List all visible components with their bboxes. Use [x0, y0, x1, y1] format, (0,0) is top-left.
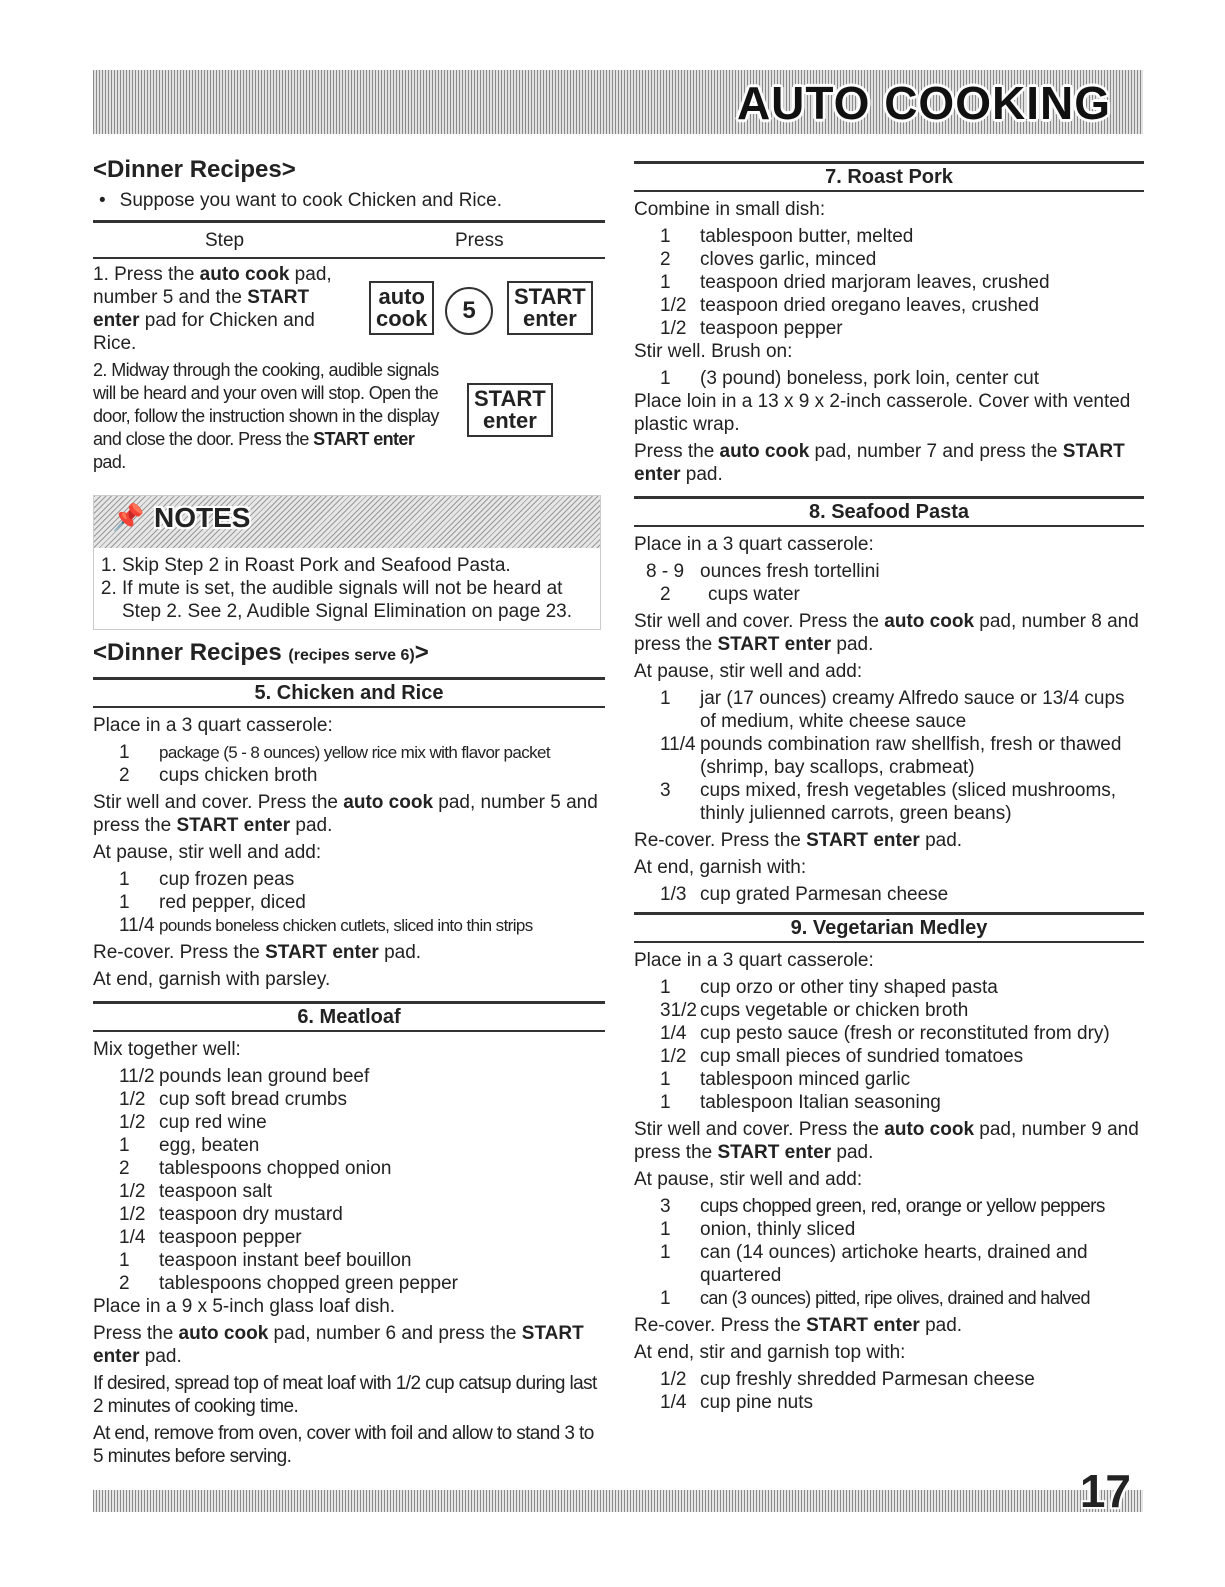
- recipe-6-ingredients: 11/2 pounds lean ground beef 1/2 cup soft bread crumbs 1/2 cup red wine 1 egg, beaten 2 tablespoons chopped onion 1/2 teaspoon salt 1/2 teaspoon dry mustard 1/4 teaspoon pepper 1 teaspoon instant beef bouillon 2 tablespoons chopped green pepper: [119, 1066, 458, 1294]
- recipe-title-5: 5. Chicken and Rice: [93, 677, 605, 708]
- step-table-header: [93, 220, 605, 259]
- notes-header: [94, 496, 600, 548]
- note-item: 2. If mute is set, the audible signals will not be heard at Step 2. See 2, Audible Signal Elimination on page 23.: [122, 577, 600, 623]
- start-enter-pad: START enter: [507, 281, 593, 335]
- header-banner: [93, 70, 1143, 134]
- section-heading-2: <Dinner Recipes (recipes serve 6)>: [93, 639, 429, 666]
- step-1: [93, 263, 605, 359]
- section-heading: <Dinner Recipes>: [93, 156, 296, 183]
- notes-box: [93, 495, 601, 630]
- page-number: 17: [1079, 1465, 1131, 1517]
- recipe-title-6: 6. Meatloaf: [93, 1001, 605, 1032]
- press-column-label: Press: [455, 230, 504, 251]
- recipe-5-instruction: Stir well and cover. Press the auto cook pad, number 5 and press the START enter pad.: [93, 792, 598, 836]
- step-2: [93, 359, 605, 479]
- page-title: AUTO COOKING: [736, 77, 1111, 129]
- left-column: <Dinner Recipes> • Suppose you want to cook Chicken and Rice. Step Press 1. Press the auto cook pad, number 5 and the START enter pad for Chicken and Rice. auto cook 5 START enter 2. Midway through the cooking, audible signals will be heard and your oven will stop. Open the door, follow the instruction shown in the display and close the door. Press the START enter pad. START enter 📌 NOTES 1. Skip Step 2 in Roast Pork and Seafood Pasta. 2. If mute is set, the audible signals will not be heard at Step 2. See 2, Audible Signal Elimination on page 23. <Dinner Recipes (recipes serve 6)> 5. Chicken and Rice Place in a 3 quart casserole: 1 package (5 - 8 ounces) yellow rice mix with flavor packet 2 cups chicken broth Stir well and cover. Press the auto cook pad, number 5 and press the START enter pad. At pause, stir well and add: 1 cup frozen peas 1 red pepper, diced 11/4 pounds boneless chicken cutlets, sliced into thin strips Re-cover. Press the START enter pad. At end, garnish with parsley. 6. Meatloaf Mix together well: 11/2 pounds lean ground beef 1/2 cup soft bread crumbs 1/2 cup red wine 1 egg, beaten 2 tablespoons chopped onion 1/2 teaspoon salt 1/2 teaspoon dry mustard 1/4 teaspoon pepper 1 teaspoon instant beef bouillon 2 tablespoons chopped green pepper Place in a 9 x 5-inch glass loaf dish. Press the auto cook pad, number 6 and press the START enter pad. If desired, spread top of meat loaf with 1/2 cup catsup during last 2 minutes of cooking time. At end, remove from oven, cover with foil and allow to stand 3 to 5 minutes before serving.: [93, 155, 605, 1472]
- recipe-title-9: 9. Vegetarian Medley: [634, 912, 1144, 943]
- start-enter-pad-2: START enter: [467, 383, 553, 437]
- notes-list: [94, 554, 600, 623]
- number-5-pad: 5: [445, 287, 493, 335]
- step-2-text: 2. Midway through the cooking, audible signals will be heard and your oven will stop. Open the door, follow the instruction shown in the display and close the door. Press the START enter pad.: [93, 360, 439, 472]
- recipe-title-7: 7. Roast Pork: [634, 161, 1144, 192]
- auto-cook-pad: auto cook: [369, 281, 434, 335]
- pushpin-icon: 📌: [112, 502, 145, 532]
- footer-bar: [93, 1465, 1143, 1517]
- note-item: 1. Skip Step 2 in Roast Pork and Seafood Pasta.: [122, 554, 600, 577]
- step-1-text: 1. Press the auto cook pad, number 5 and the START enter pad for Chicken and Rice.: [93, 264, 332, 354]
- notes-title: NOTES: [154, 502, 251, 533]
- recipe-5-intro: Place in a 3 quart casserole:: [93, 715, 333, 736]
- recipe-title-8: 8. Seafood Pasta: [634, 496, 1144, 527]
- right-column: 7. Roast Pork Combine in small dish: 1 tablespoon butter, melted 2 cloves garlic, minced 1 teaspoon dried marjoram leaves, crushed 1/2 teaspoon dried oregano leaves, crushed 1/2 teaspoon pepper Stir well. Brush on: 1 (3 pound) boneless, pork loin, center cut Place loin in a 13 x 9 x 2-inch casserole. Cover with vented plastic wrap. Press the auto cook pad, number 7 and press the START enter pad. 8. Seafood Pasta Place in a 3 quart casserole: 8 - 9 ounces fresh tortellini 2 cups water Stir well and cover. Press the auto cook pad, number 8 and press the START enter pad. At pause, stir well and add: 1 jar (17 ounces) creamy Alfredo sauce or 13/4 cups of medium, white cheese sauce 11/4 pounds combination raw shellfish, fresh or thawed (shrimp, bay scallops, crabmeat) 3 cups mixed, fresh vegetables (sliced mushrooms, thinly julienned carrots, green beans) Re-cover. Press the START enter pad. At end, garnish with: 1/3 cup grated Parmesan cheese 9. Vegetarian Medley Place in a 3 quart casserole: 1 cup orzo or other tiny shaped pasta 31/2 cups vegetable or chicken broth 1/4 cup pesto sauce (fresh or reconstituted from dry) 1/2 cup small pieces of sundried tomatoes 1 tablespoon minced garlic 1 tablespoon Italian seasoning Stir well and cover. Press the auto cook pad, number 9 and press the START enter pad. At pause, stir well and add: 3 cups chopped green, red, orange or yellow peppers 1 onion, thinly sliced 1 can (14 ounces) artichoke hearts, drained and quartered 1 can (3 ounces) pitted, ripe olives, drained and halved Re-cover. Press the START enter pad. At end, stir and garnish top with: 1/2 cup freshly shredded Parmesan cheese 1/4 cup pine nuts: [634, 155, 1144, 1414]
- step-column-label: Step: [205, 230, 245, 251]
- intro-bullet: • Suppose you want to cook Chicken and Rice.: [93, 189, 605, 212]
